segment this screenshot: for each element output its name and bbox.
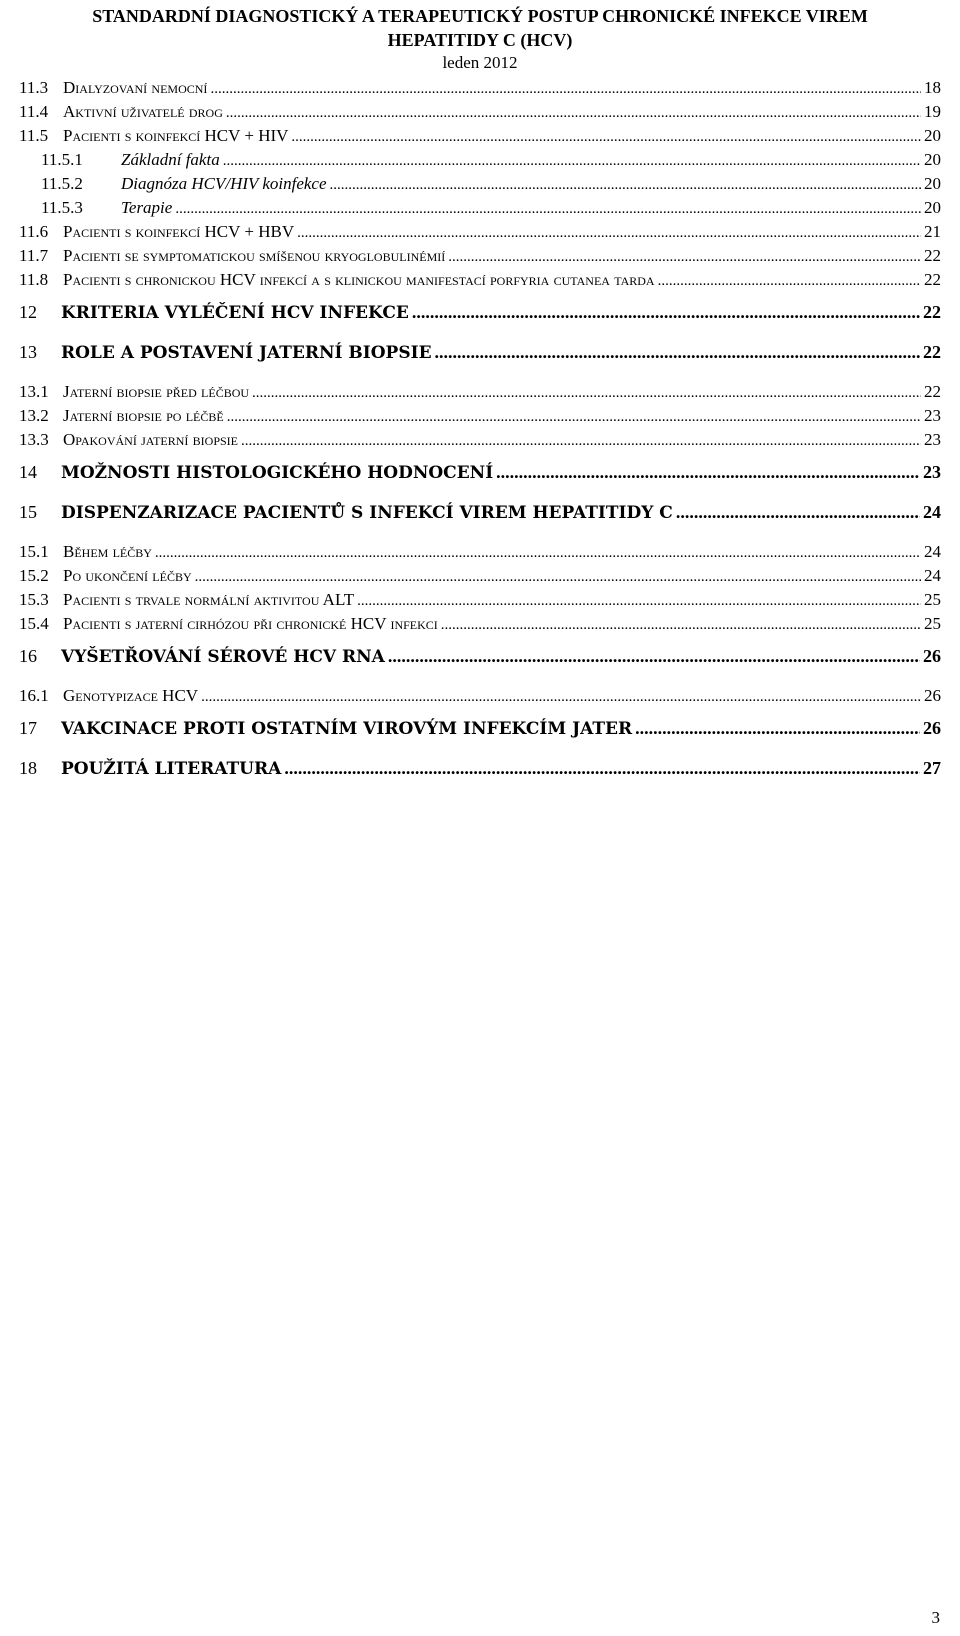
toc-entry[interactable] — [19, 542, 941, 562]
toc-leader — [252, 385, 921, 402]
toc-number: 11.6 — [19, 222, 49, 241]
toc-title: Pacienti se symptomatickou smíšenou kryoglobulinémií — [63, 246, 446, 265]
toc-leader — [223, 153, 921, 170]
toc-title: MOŽNOSTI HISTOLOGICKÉHO HODNOCENÍ — [61, 463, 494, 483]
toc-title: Terapie — [121, 198, 173, 217]
toc-chapter[interactable] — [19, 646, 941, 667]
toc-title: Dialyzovaní nemocní — [63, 78, 208, 97]
toc-entry[interactable] — [19, 590, 941, 610]
toc-page: 25 — [924, 614, 941, 633]
toc-title: Základní fakta — [121, 150, 220, 169]
toc-entry[interactable] — [19, 430, 941, 450]
toc-number: 15.4 — [19, 614, 49, 633]
toc-leader — [284, 758, 920, 779]
toc-entry[interactable] — [19, 246, 941, 266]
toc-page: 22 — [924, 270, 941, 289]
toc-page: 22 — [924, 246, 941, 265]
document-date: leden 2012 — [442, 53, 518, 72]
toc-title: Pacienti s koinfekcí HCV + HIV — [63, 126, 289, 145]
toc-title: Pacienti s jaterní cirhózou při chronické HCV infekci — [63, 614, 438, 633]
toc-entry[interactable] — [19, 382, 941, 402]
toc-leader — [297, 225, 921, 242]
document-title-line2: HEPATITIDY C (HCV) — [387, 30, 573, 50]
toc-leader — [241, 433, 921, 450]
toc-number: 15.3 — [19, 590, 49, 609]
toc-title: DISPENZARIZACE PACIENTŮ S INFEKCÍ VIREM HEPATITIDY C — [61, 503, 673, 523]
toc-title: Po ukončení léčby — [63, 566, 192, 585]
toc-chapter[interactable] — [19, 758, 941, 779]
toc-number: 15.2 — [19, 566, 49, 585]
toc-leader — [227, 409, 921, 426]
toc-title: Opakování jaterní biopsie — [63, 430, 239, 449]
toc-page: 26 — [923, 718, 941, 738]
toc-title: Aktivní uživatelé drog — [63, 102, 223, 121]
toc-number: 18 — [19, 758, 37, 778]
toc-title: Pacienti s chronickou HCV infekcí a s klinickou manifestací porfyria cutanea tarda — [63, 270, 655, 289]
toc-number: 13.2 — [19, 406, 49, 425]
toc-page: 20 — [924, 150, 941, 169]
toc-number: 15 — [19, 502, 37, 522]
toc-number: 11.3 — [19, 78, 49, 97]
toc-title: VYŠETŘOVÁNÍ SÉROVÉ HCV RNA — [61, 647, 385, 667]
toc-title: VAKCINACE PROTI OSTATNÍM VIROVÝM INFEKCÍM JATER — [61, 719, 633, 739]
toc-number: 17 — [19, 718, 37, 738]
toc-entry[interactable] — [19, 270, 941, 290]
toc-page: 27 — [923, 758, 941, 778]
toc-page: 22 — [923, 342, 941, 362]
toc-number: 14 — [19, 462, 37, 482]
toc-page: 22 — [923, 302, 941, 322]
toc-number: 16 — [19, 646, 37, 666]
toc-title: Jaterní biopsie po léčbě — [63, 406, 224, 425]
toc-chapter[interactable] — [19, 718, 941, 739]
toc-page: 20 — [924, 126, 941, 145]
toc-leader — [388, 646, 920, 667]
toc-title: Genotypizace HCV — [63, 686, 199, 705]
toc-entry[interactable] — [19, 102, 941, 122]
toc-leader — [210, 81, 921, 98]
toc-leader — [448, 249, 921, 266]
toc-page: 25 — [924, 590, 941, 609]
toc-title: Pacienti s trvale normální aktivitou ALT — [63, 590, 355, 609]
toc-leader — [435, 342, 920, 363]
toc-number: 11.4 — [19, 102, 49, 121]
toc-entry[interactable] — [19, 614, 941, 634]
toc-number: 11.7 — [19, 246, 49, 265]
toc-title: POUŽITÁ LITERATURA — [61, 759, 282, 779]
toc-number: 16.1 — [19, 686, 49, 705]
toc-number: 13.3 — [19, 430, 49, 449]
toc-title: Pacienti s koinfekcí HCV + HBV — [63, 222, 295, 241]
toc-number: 11.8 — [19, 270, 49, 289]
toc-page: 26 — [924, 686, 941, 705]
toc-number: 11.5.3 — [41, 198, 83, 217]
toc-page: 23 — [924, 430, 941, 449]
toc-leader — [357, 593, 921, 610]
toc-leader — [291, 129, 921, 146]
toc-title: ROLE A POSTAVENÍ JATERNÍ BIOPSIE — [61, 343, 432, 363]
toc-page: 26 — [923, 646, 941, 666]
toc-number: 13 — [19, 342, 37, 362]
toc-leader — [330, 177, 921, 194]
toc-title: Během léčby — [63, 542, 152, 561]
toc-entry[interactable] — [19, 78, 941, 98]
toc-entry[interactable] — [19, 686, 941, 706]
toc-leader — [226, 105, 921, 122]
toc-leader — [201, 689, 921, 706]
toc-page: 24 — [923, 502, 941, 522]
toc-page: 20 — [924, 174, 941, 193]
toc-page: 19 — [924, 102, 941, 121]
toc-title: KRITERIA VYLÉČENÍ HCV INFEKCE — [61, 303, 409, 323]
toc-page: 23 — [923, 462, 941, 482]
toc-leader — [496, 462, 920, 483]
toc-entry[interactable] — [19, 174, 941, 194]
toc-leader — [175, 201, 921, 218]
toc-number: 15.1 — [19, 542, 49, 561]
toc-entry[interactable] — [19, 198, 941, 218]
toc-number: 13.1 — [19, 382, 49, 401]
toc-number: 11.5.1 — [41, 150, 83, 169]
toc-chapter[interactable] — [19, 502, 941, 523]
toc-number: 12 — [19, 302, 37, 322]
page-number: 3 — [931, 1608, 940, 1627]
toc-page: 20 — [924, 198, 941, 217]
toc-number: 11.5.2 — [41, 174, 83, 193]
toc-leader — [412, 302, 920, 323]
toc-page: 23 — [924, 406, 941, 425]
document-header — [0, 4, 960, 74]
toc-leader — [195, 569, 921, 586]
toc-leader — [635, 718, 920, 739]
toc-page: 24 — [924, 566, 941, 585]
document-title-line1: STANDARDNÍ DIAGNOSTICKÝ A TERAPEUTICKÝ POSTUP CHRONICKÉ INFEKCE VIREM — [92, 6, 868, 26]
toc-number: 11.5 — [19, 126, 49, 145]
toc-title: Jaterní biopsie před léčbou — [63, 382, 250, 401]
toc-chapter[interactable] — [19, 342, 941, 363]
toc-leader — [676, 502, 920, 523]
toc-leader — [441, 617, 921, 634]
toc-entry[interactable] — [19, 566, 941, 586]
toc-title: Diagnóza HCV/HIV koinfekce — [121, 174, 327, 193]
toc-entry[interactable] — [19, 406, 941, 426]
toc-chapter[interactable] — [19, 462, 941, 483]
toc-leader — [658, 273, 921, 290]
toc-entry[interactable] — [19, 126, 941, 146]
toc-entry[interactable] — [19, 222, 941, 242]
toc-chapter[interactable] — [19, 302, 941, 323]
toc-page: 21 — [924, 222, 941, 241]
toc-page: 18 — [924, 78, 941, 97]
toc-page: 24 — [924, 542, 941, 561]
toc-leader — [155, 545, 921, 562]
toc-entry[interactable] — [19, 150, 941, 170]
toc-page: 22 — [924, 382, 941, 401]
